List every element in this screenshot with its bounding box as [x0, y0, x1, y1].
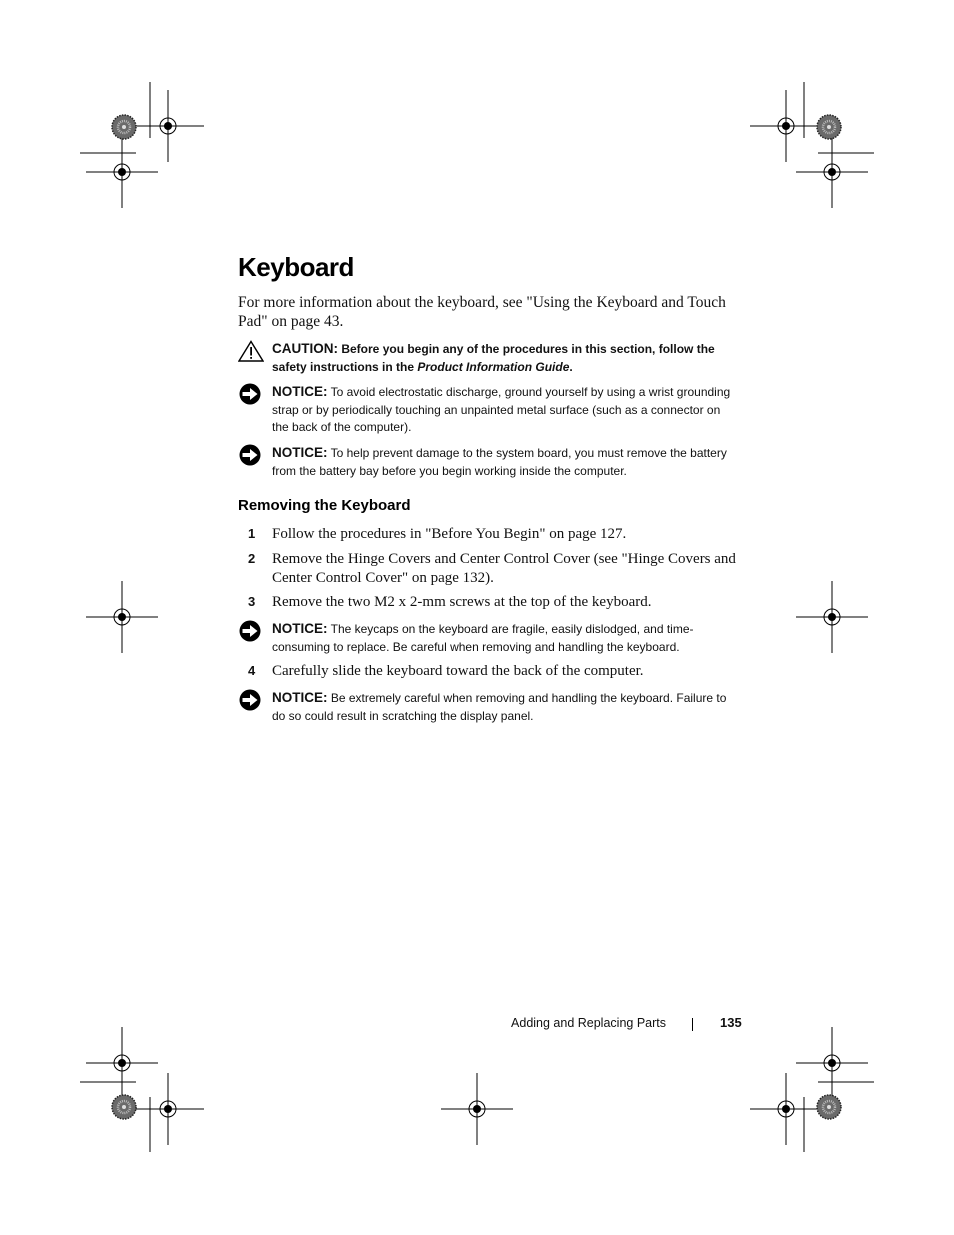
color-target-top-left: [112, 115, 136, 139]
notice-label: NOTICE:: [272, 621, 328, 636]
notice-label: NOTICE:: [272, 445, 328, 460]
step-item: [238, 662, 738, 681]
intro-paragraph: For more information about the keyboard, see "Using the Keyboard and Touch Pad" on page 43.: [238, 294, 726, 330]
notice-arrow-icon: [238, 444, 264, 466]
color-target-bottom-right: [817, 1095, 841, 1119]
notice-arrow-icon: [238, 383, 264, 405]
caution-text-after: .: [569, 359, 573, 374]
registration-mark-bottom-left: [86, 1027, 204, 1145]
step-text: Remove the Hinge Covers and Center Control Cover (see "Hinge Covers and Center Control Cover" on page 132).: [272, 551, 736, 586]
step-number: 1: [248, 526, 256, 541]
notice-label: NOTICE:: [272, 384, 328, 399]
notice-text: To help prevent damage to the system board, you must remove the battery from the battery bay before you begin working inside the computer.: [272, 446, 727, 478]
notice-arrow-icon: [238, 620, 264, 642]
page-title: Keyboard: [238, 252, 354, 282]
crop-lines: [80, 82, 874, 1152]
step-number: 4: [248, 663, 256, 678]
caution-note: [238, 340, 738, 376]
step-number: 2: [248, 551, 256, 566]
registration-mark-bottom-right: [750, 1027, 868, 1145]
step-text: Carefully slide the keyboard toward the back of the computer.: [272, 663, 644, 679]
registration-mark-mid-right: [796, 581, 868, 653]
color-target-bottom-left: [112, 1095, 136, 1119]
registration-mark-mid-left: [86, 581, 158, 653]
notice-text: Be extremely careful when removing and handling the keyboard. Failure to do so could result in scratching the display panel.: [272, 691, 727, 723]
caution-text-before: Before you begin any of the procedures in this section, follow the safety instructions in the: [272, 342, 715, 374]
step-item: [238, 550, 738, 587]
notice-battery: [238, 444, 738, 480]
page-number: 135: [720, 1015, 742, 1030]
footer-divider: [692, 1018, 693, 1031]
step-text: Remove the two M2 x 2-mm screws at the top of the keyboard.: [272, 594, 652, 610]
caution-label: CAUTION:: [272, 341, 338, 356]
footer-section-title: Adding and Replacing Parts: [511, 1016, 666, 1030]
color-target-top-right: [817, 115, 841, 139]
notice-arrow-icon: [238, 689, 264, 711]
step-item: [238, 525, 738, 544]
step-item: [238, 593, 738, 612]
notice-text: The keycaps on the keyboard are fragile, easily dislodged, and time-consuming to replace. Be careful when removing and handling the keyboard.: [272, 622, 694, 654]
section-heading: Removing the Keyboard: [238, 497, 411, 514]
caution-text: [272, 340, 738, 376]
registration-mark-bottom-center: [441, 1073, 513, 1145]
notice-text: To avoid electrostatic discharge, ground yourself by using a wrist grounding strap or by periodically touching an unpainted metal surface (such as a connector on the back of the computer).: [272, 385, 731, 434]
caution-guide-title: Product Information Guide: [417, 359, 570, 374]
notice-display: [238, 689, 738, 725]
warning-triangle-icon: [238, 340, 264, 362]
registration-mark-top-right: [750, 90, 868, 208]
step-number: 3: [248, 594, 256, 609]
registration-mark-top-left: [86, 90, 204, 208]
notice-keycaps: [238, 620, 738, 656]
notice-label: NOTICE:: [272, 690, 328, 705]
step-text: Follow the procedures in "Before You Begin" on page 127.: [272, 526, 627, 542]
notice-esd: [238, 383, 738, 437]
